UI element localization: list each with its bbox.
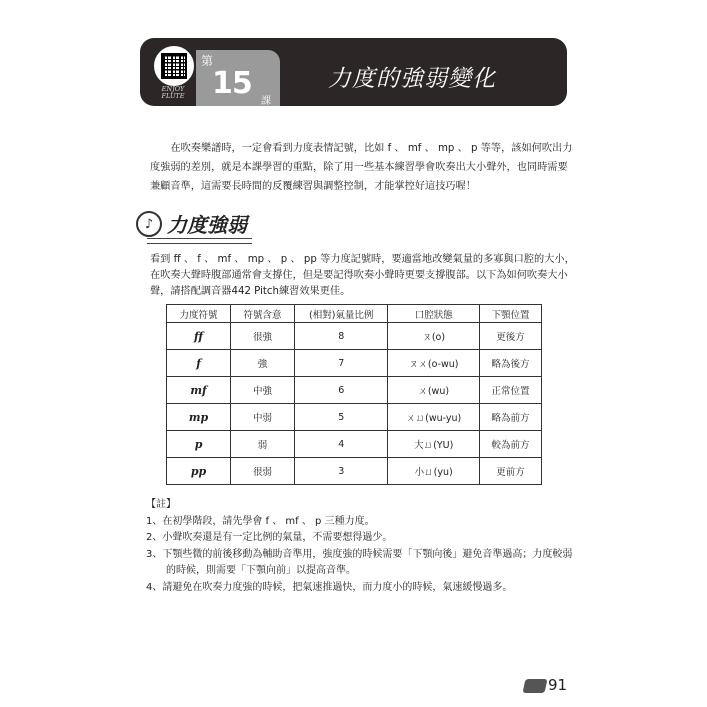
table-row: [167, 431, 542, 458]
chapter-title: 力度的強弱變化: [328, 66, 496, 92]
table-cell: 略為前方: [480, 404, 542, 431]
table-row: [167, 350, 542, 377]
table-cell: 很強: [231, 323, 295, 350]
notes-section: [146, 497, 576, 596]
dynamics-table: [166, 304, 542, 485]
table-row: [167, 458, 542, 485]
table-cell: 中弱: [231, 404, 295, 431]
page-number: 91: [548, 676, 568, 694]
note-item: 4、請避免在吹奏力度強的時候，把氣速推過快，而力度小的時候，氣速緩慢過多。: [146, 581, 513, 593]
table-cell: 更後方: [480, 323, 542, 350]
dynamic-symbol: pp: [167, 458, 231, 485]
dynamic-symbol: p: [167, 431, 231, 458]
section-title: 力度強弱: [167, 213, 247, 237]
table-cell: 5: [295, 404, 388, 431]
column-header: 下顎位置: [480, 305, 542, 323]
table-row: [167, 323, 542, 350]
table-cell: ㄡ(o): [388, 323, 480, 350]
table-cell: 大ㄩ(YU): [388, 431, 480, 458]
body-paragraph: 看到 ff 、 f 、 mf 、 mp 、 p 、 pp 等力度記號時，要適當地改變氣量的多寡與口腔的大小，在吹奏大聲時腹部通常會支撐住，但是要記得吹奏小聲時更要支撐腹部。以下為如何吹奏大小聲，請搭配調音器442 Pitch練習效果更佳。: [150, 254, 575, 297]
qr-code-icon[interactable]: [152, 44, 196, 88]
dynamic-symbol: mp: [167, 404, 231, 431]
table-row: [167, 404, 542, 431]
table-cell: 略為後方: [480, 350, 542, 377]
brand-logo: ENJOY FLUTE: [161, 85, 185, 100]
column-header: 口腔狀態: [388, 305, 480, 323]
column-header: 力度符號: [167, 305, 231, 323]
table-header-row: [167, 305, 542, 323]
note-item: 1、在初學階段，請先學會 f 、 mf 、 p 三種力度。: [146, 515, 375, 527]
table-cell: 更前方: [480, 458, 542, 485]
lesson-suffix: 課: [261, 96, 271, 107]
dynamic-symbol: f: [167, 350, 231, 377]
lesson-number: 15: [212, 66, 252, 101]
page-logo-icon: [523, 679, 548, 693]
table-row: [167, 377, 542, 404]
note-item: 2、小聲吹奏還是有一定比例的氣量，不需要想得過少。: [146, 532, 393, 543]
dynamic-symbol: mf: [167, 377, 231, 404]
table-cell: 中強: [231, 377, 295, 404]
table-cell: 6: [295, 377, 388, 404]
table-cell: 弱: [231, 431, 295, 458]
table-cell: 小ㄩ(yu): [388, 458, 480, 485]
note-item: 3、下顎些微的前後移動為輔助音準用，強度強的時候需要「下顎向後」避免音準過高；力度較弱的時候，則需要「下顎向前」以提高音準。: [146, 548, 573, 576]
column-header: (相對)氣量比例: [295, 305, 388, 323]
music-note-icon: ♪: [136, 211, 162, 237]
table-cell: 3: [295, 458, 388, 485]
table-cell: 7: [295, 350, 388, 377]
lesson-prefix: 第: [201, 54, 214, 68]
table-cell: 正常位置: [480, 377, 542, 404]
table-cell: 強: [231, 350, 295, 377]
section-underline: [147, 238, 252, 244]
notes-heading: 【註】: [146, 499, 176, 510]
section-heading: [133, 208, 573, 248]
table-cell: 8: [295, 323, 388, 350]
dynamic-symbol: ff: [167, 323, 231, 350]
table-cell: 很弱: [231, 458, 295, 485]
table-cell: ㄨㄩ(wu-yu): [388, 404, 480, 431]
table-cell: 較為前方: [480, 431, 542, 458]
table-cell: ㄡㄨ(o-wu): [388, 350, 480, 377]
column-header: 符號含意: [231, 305, 295, 323]
table-cell: 4: [295, 431, 388, 458]
table-cell: ㄨ(wu): [388, 377, 480, 404]
intro-paragraph: 在吹奏樂譜時，一定會看到力度表情記號，比如 f 、 mf 、 mp 、 p 等等，該如何吹出力度強弱的差別，就是本課學習的重點，除了用一些基本練習學會吹奏出大小聲外，也同時需要兼顧音準，這需要長時間的反覆練習與調整控制，才能掌控好這技巧喔！: [150, 143, 573, 192]
